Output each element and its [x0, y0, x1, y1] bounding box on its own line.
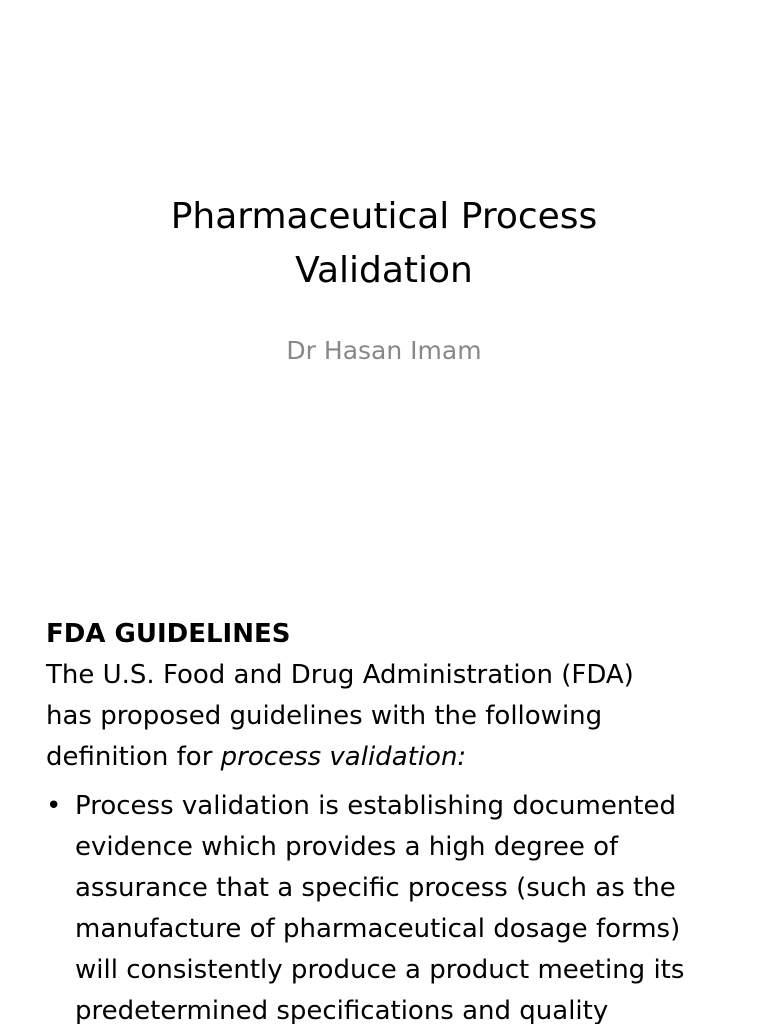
- intro-line-3: [46, 737, 746, 778]
- intro-line-3-italic: process validation:: [220, 742, 467, 772]
- bullet-line-1: Process validation is establishing documented: [75, 791, 676, 821]
- list-item: [46, 786, 746, 1024]
- bullet-line-2: evidence which provides a high degree of: [75, 832, 619, 862]
- slide-subtitle: Dr Hasan Imam: [286, 336, 482, 365]
- intro-paragraph: [46, 655, 746, 778]
- slide-content: [46, 614, 746, 1024]
- intro-line-1: The U.S. Food and Drug Administration (FDA): [46, 660, 634, 690]
- section-heading: FDA GUIDELINES: [46, 619, 291, 649]
- bullet-line-5: will consistently produce a product meeting its: [75, 955, 685, 985]
- content-slide: [0, 576, 768, 1024]
- bullet-line-4: manufacture of pharmaceutical dosage forms): [75, 914, 681, 944]
- bullet-line-6: predetermined specifications and quality: [75, 996, 609, 1024]
- slide-title: [0, 190, 768, 298]
- bullet-icon: •: [46, 791, 62, 821]
- intro-line-3-plain: definition for: [46, 742, 221, 772]
- slide-title-line-1: Pharmaceutical Process: [170, 196, 598, 237]
- bullet-list: [46, 786, 746, 1024]
- bullet-line-3: assurance that a specific process (such as the: [75, 873, 676, 903]
- slide-title-line-2: Validation: [295, 250, 473, 291]
- intro-line-2: has proposed guidelines with the following: [46, 701, 603, 731]
